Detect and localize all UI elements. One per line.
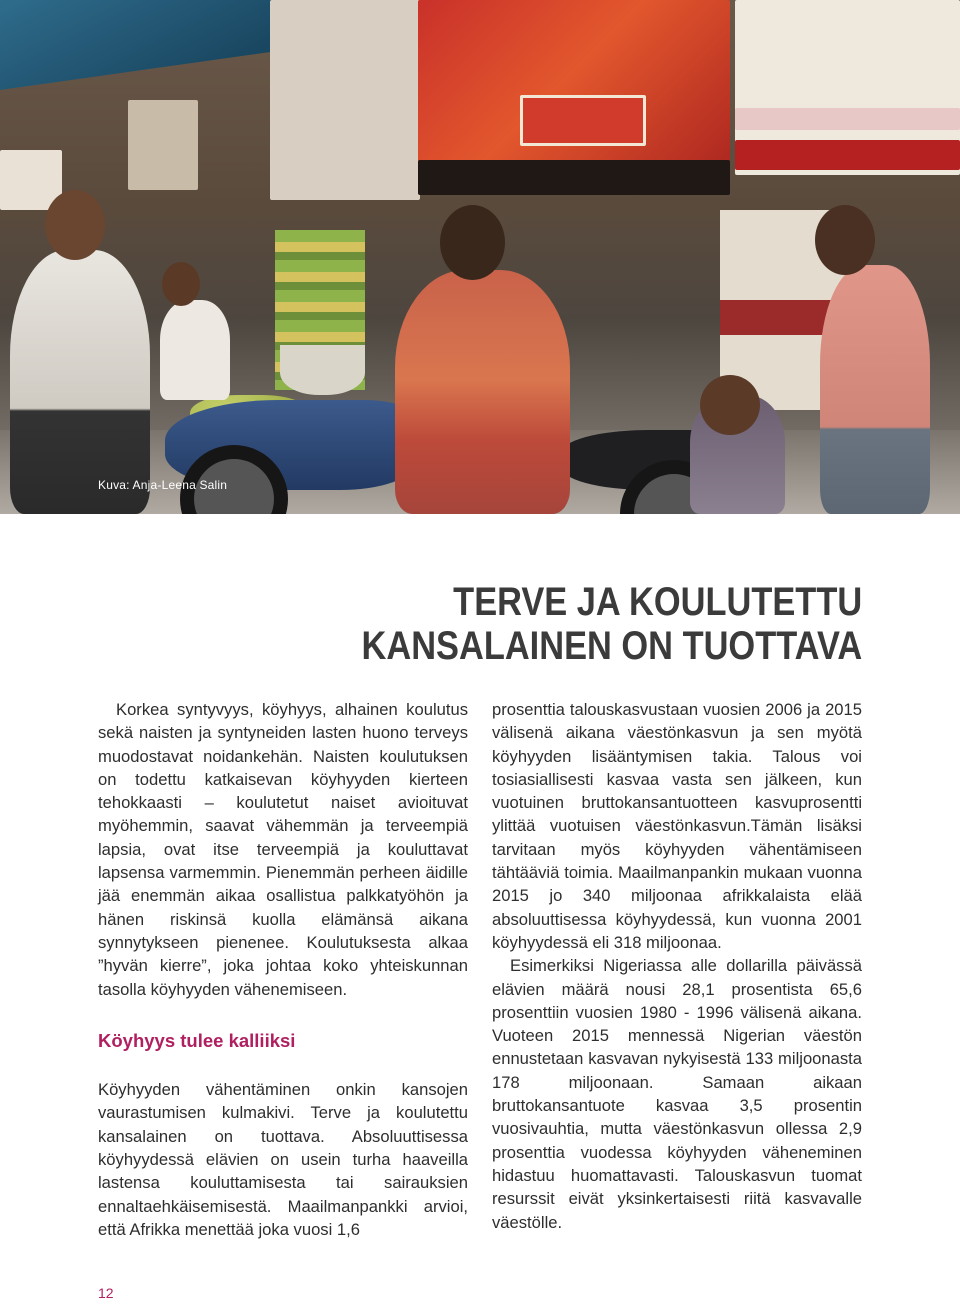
shop-sign <box>128 100 198 190</box>
brand-sign <box>520 95 646 146</box>
boy-figure <box>820 265 930 514</box>
body-paragraph: Köyhyyden vähentäminen onkin kansojen vaurastumisen kulmakivi. Terve ja koulutettu kansalainen on tuottava. Absoluuttisessa köyhyydessä elävien on usein turha haaveilla lastensa kouluttamisesta tai sairauksien ennaltaehkäisemisestä. Maailmanpankki arvioi, että Afrikka menettää joka vuosi 1,6 <box>98 1080 468 1239</box>
boy-head <box>815 205 875 275</box>
vendor-figure <box>160 300 230 400</box>
left-column <box>98 698 468 1241</box>
man-head <box>45 190 105 260</box>
street-market-photo <box>0 0 960 514</box>
awning <box>0 0 300 90</box>
shop-sign <box>735 108 960 130</box>
body-paragraph: Esimerkiksi Nigeriassa alle dollarilla päivässä elävien määrä nousi 28,1 prosentista 65,6 prosenttiin vuosien 1980 - 1996 välisenä aikana. Vuoteen 2015 mennessä Nigerian väestön ennustetaan kasvavan nykyisestä 133 miljoonasta 178 miljoonaan. Samaan aikaan bruttokansantuote kasvaa 3,5 prosentin vuosivauhtia, mutta väestönkasvun ollessa 2,9 prosenttia vuodessa köyhyyden väheneminen hidastuu huomattavasti. Talouskasvun tuomat resurssit eivät yksinkertaisesti riitä kasvavalle väestölle. <box>492 956 862 1232</box>
man-figure <box>10 250 150 514</box>
body-paragraph: prosenttia talouskasvustaan vuosien 2006 ja 2015 välisenä aikana väestönkasvun ja sen myötä köyhyyden lisääntymisen takia. Talous voi tosiasiallisesti kasvaa vasta sen jälkeen, kun vuotuinen bruttokansantuotteen kasvuprosentti ylittää vuotuisen väestönkasvun.Tämän lisäksi tarvitaan myös köyhyyden vähentämiseen tähtääviä toimia. Maailmanpankin mukaan vuonna 2015 jo 340 miljoonaa afrikkalaista elää absoluuttisessa köyhyydessä, kun vuonna 2001 köyhyydessä eli 318 miljoonaa. <box>492 700 862 952</box>
headline-line-2: KANSALAINEN ON TUOTTAVA <box>361 624 862 668</box>
bowl <box>280 345 365 395</box>
body-paragraph: Korkea syntyvyys, köyhyys, alhainen koulutus sekä naisten ja syntyneiden lasten huono terveys muodostavat noidankehän. Naisten koulutuksen on todettu katkaisevan köyhyyden kierteen tehokkaasti – koulutetut naiset avioituvat myöhemmin, saavat vähemmän ja terveempiä lapsia, ovat itse terveempiä ja kouluttavat lapsensa varmemmin. Pienemmän perheen äidille jää enemmän aikaa osallistua palkkatyöhön ja hänen riskinsä kuolla elämänsä aikana synnytykseen pienenee. Koulutuksesta alkaa ”hyvän kierre”, joka johtaa koko yhteiskunnan tasolla köyhyyden vähenemiseen. <box>98 700 468 999</box>
photo-credit: Kuva: Anja-Leena Salin <box>98 478 228 492</box>
vendor-head <box>162 262 200 306</box>
right-column <box>492 698 862 1234</box>
girl-head <box>700 375 760 435</box>
shop-sign <box>270 0 420 200</box>
shop-sign <box>735 140 960 170</box>
woman-head <box>440 205 505 280</box>
headline-line-1: TERVE JA KOULUTETTU <box>452 580 862 624</box>
article-headline <box>361 580 862 668</box>
section-subheading: Köyhyys tulee kalliiksi <box>98 1029 296 1051</box>
store-name-sign <box>418 160 730 195</box>
page-number: 12 <box>98 1285 114 1301</box>
woman-figure <box>395 270 570 514</box>
